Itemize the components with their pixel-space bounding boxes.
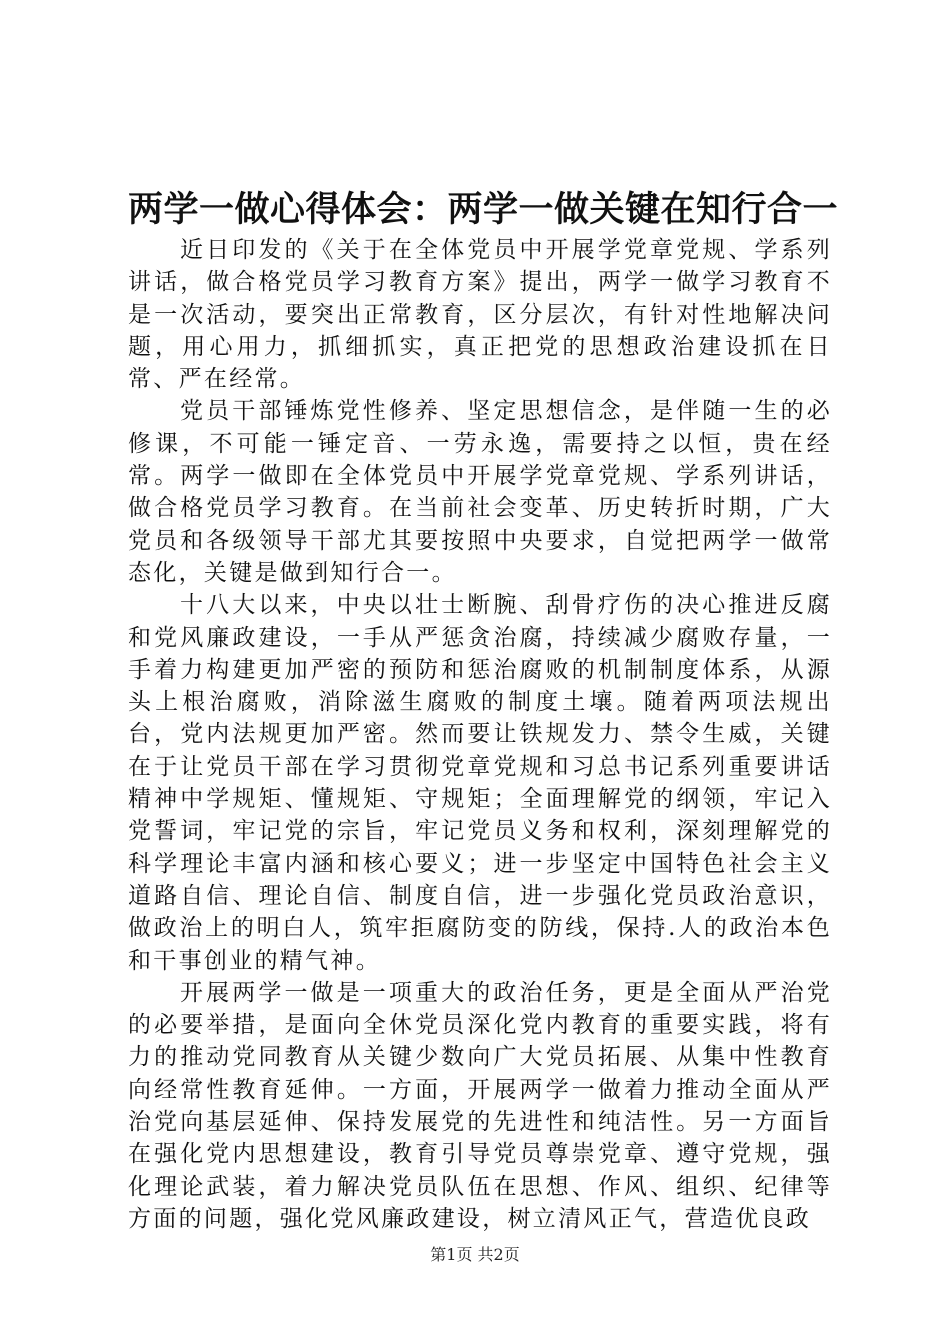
paragraph-1: 近日印发的《关于在全体党员中开展学党章党规、学系列讲话，做合格党员学习教育方案》提出，两学一做学习教育不是一次活动，要突出正常教育，区分层次，有针对性地解决问题，用心用力，抓细抓实，真正把党的思想政治建设抓在日常、严在经常。	[128, 237, 832, 393]
paragraph-3: 十八大以来，中央以壮士断腕、刮骨疗伤的决心推进反腐和党风廉政建设，一手从严惩贪治腐，持续减少腐败存量，一手着力构建更加严密的预防和惩治腐败的机制制度体系，从源头上根治腐败，消除滋生腐败的制度土壤。随着两项法规出台，党内法规更加严密。然而要让铁规发力、禁令生威，关键在于让党员干部在学习贯彻党章党规和习总书记系列重要讲话精神中学规矩、懂规矩、守规矩；全面理解党的纲领，牢记入党誓词，牢记党的宗旨，牢记党员义务和权利，深刻理解党的科学理论丰富内涵和核心要义；进一步坚定中国特色社会主义道路自信、理论自信、制度自信，进一步强化党员政治意识，做政治上的明白人，筑牢拒腐防变的防线，保持.人的政治本色和干事创业的精气神。	[128, 592, 832, 974]
document-body	[128, 234, 832, 1235]
paragraph-4: 开展两学一做是一项重大的政治任务，更是全面从严治党的必要举措，是面向全休党员深化党内教育的重要实践，将有力的推动党同教育从关键少数向广大党员拓展、从集中性教育向经常性教育延伸。一方面，开展两学一做着力推动全面从严治党向基层延伸、保持发展党的先进性和纯洁性。另一方面旨在强化党内思想建设，教育引导党员尊崇党章、遵守党规，强化理论武装，着力解决党员队伍在思想、作风、组织、纪律等方面的问题，强化党风廉政建设，树立清风正气，营造优良政	[128, 979, 832, 1232]
document-title: 两学一做心得体会：两学一做关键在知行合一	[128, 189, 839, 230]
paragraph-2: 党员干部锤炼党性修养、坚定思想信念，是伴随一生的必修课，不可能一锤定音、一劳永逸，需要持之以恒，贵在经常。两学一做即在全体党员中开展学党章党规、学系列讲话，做合格党员学习教育。在当前社会变革、历史转折时期，广大党员和各级领导干部尤其要按照中央要求，自觉把两学一做常态化，关键是做到知行合一。	[128, 398, 832, 586]
page-number-footer: 第1页 共2页	[430, 1245, 520, 1264]
